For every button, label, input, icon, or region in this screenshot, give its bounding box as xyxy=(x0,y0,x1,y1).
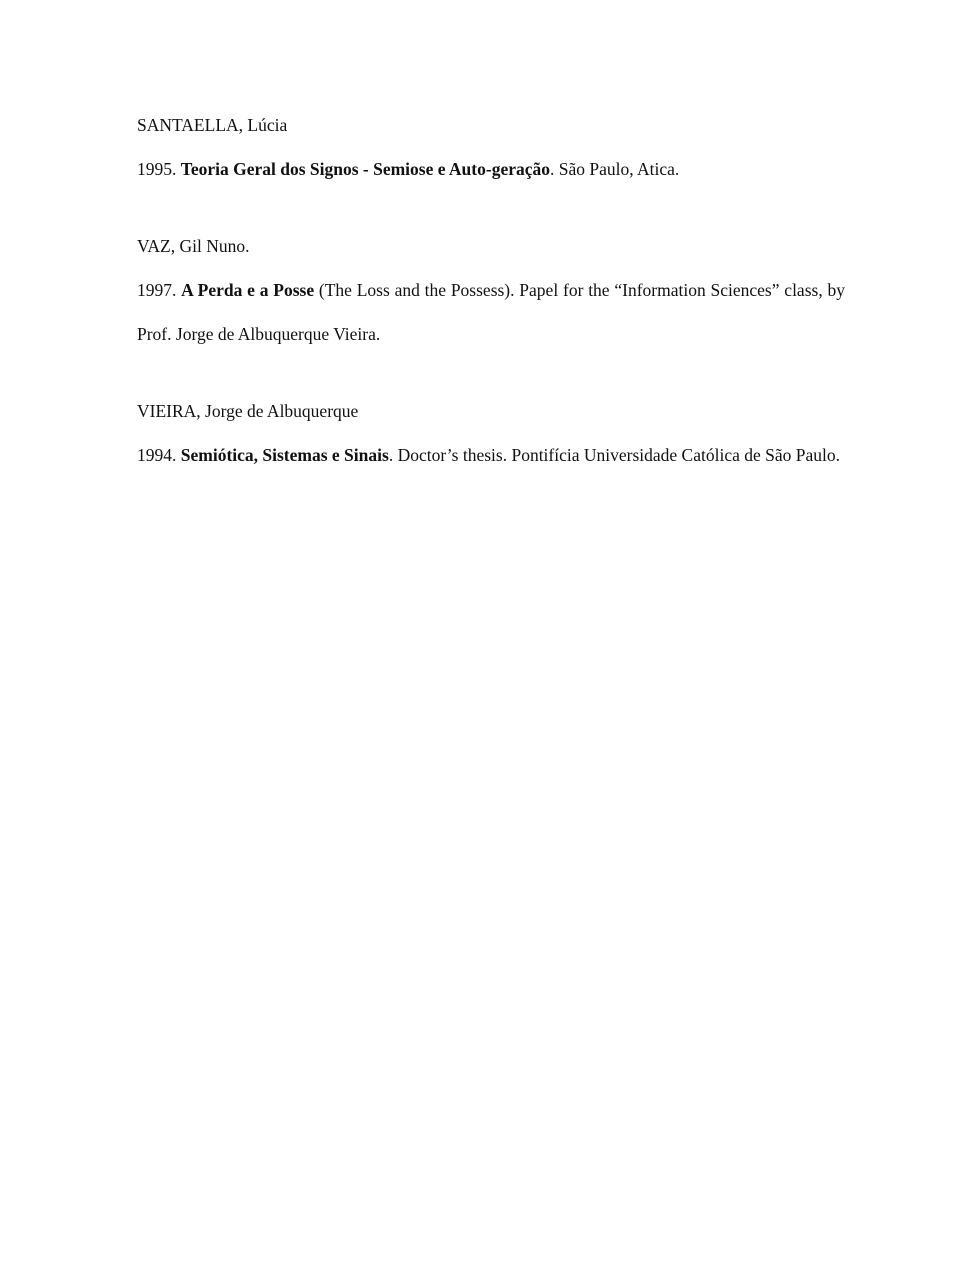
reference-entry xyxy=(137,400,845,477)
reference-author: VAZ, Gil Nuno. xyxy=(137,236,250,256)
reference-citation xyxy=(137,147,845,191)
reference-author: VIEIRA, Jorge de Albuquerque xyxy=(137,401,359,421)
reference-author: SANTAELLA, Lúcia xyxy=(137,115,288,135)
reference-title: A Perda e a Posse xyxy=(181,280,315,300)
reference-title: Teoria Geral dos Signos - Semiose e Auto-geração xyxy=(180,159,551,179)
reference-year: 1997. xyxy=(137,280,177,300)
reference-entry xyxy=(137,235,845,356)
reference-details: . São Paulo, Atica. xyxy=(550,159,680,179)
reference-year: 1994. xyxy=(137,445,177,465)
reference-details: . Doctor’s thesis. Pontifícia Universidade Católica de São Paulo. xyxy=(388,445,841,465)
reference-entry xyxy=(137,114,845,191)
reference-citation xyxy=(137,433,845,477)
reference-citation xyxy=(137,268,845,356)
reference-list xyxy=(137,114,845,521)
reference-title: Semiótica, Sistemas e Sinais xyxy=(180,445,389,465)
reference-year: 1995. xyxy=(137,159,177,179)
reference-details: (The Loss and the Possess). Papel for the “Information Sciences” class, by Prof. Jorge de Albuquerque Vieira. xyxy=(137,280,845,344)
